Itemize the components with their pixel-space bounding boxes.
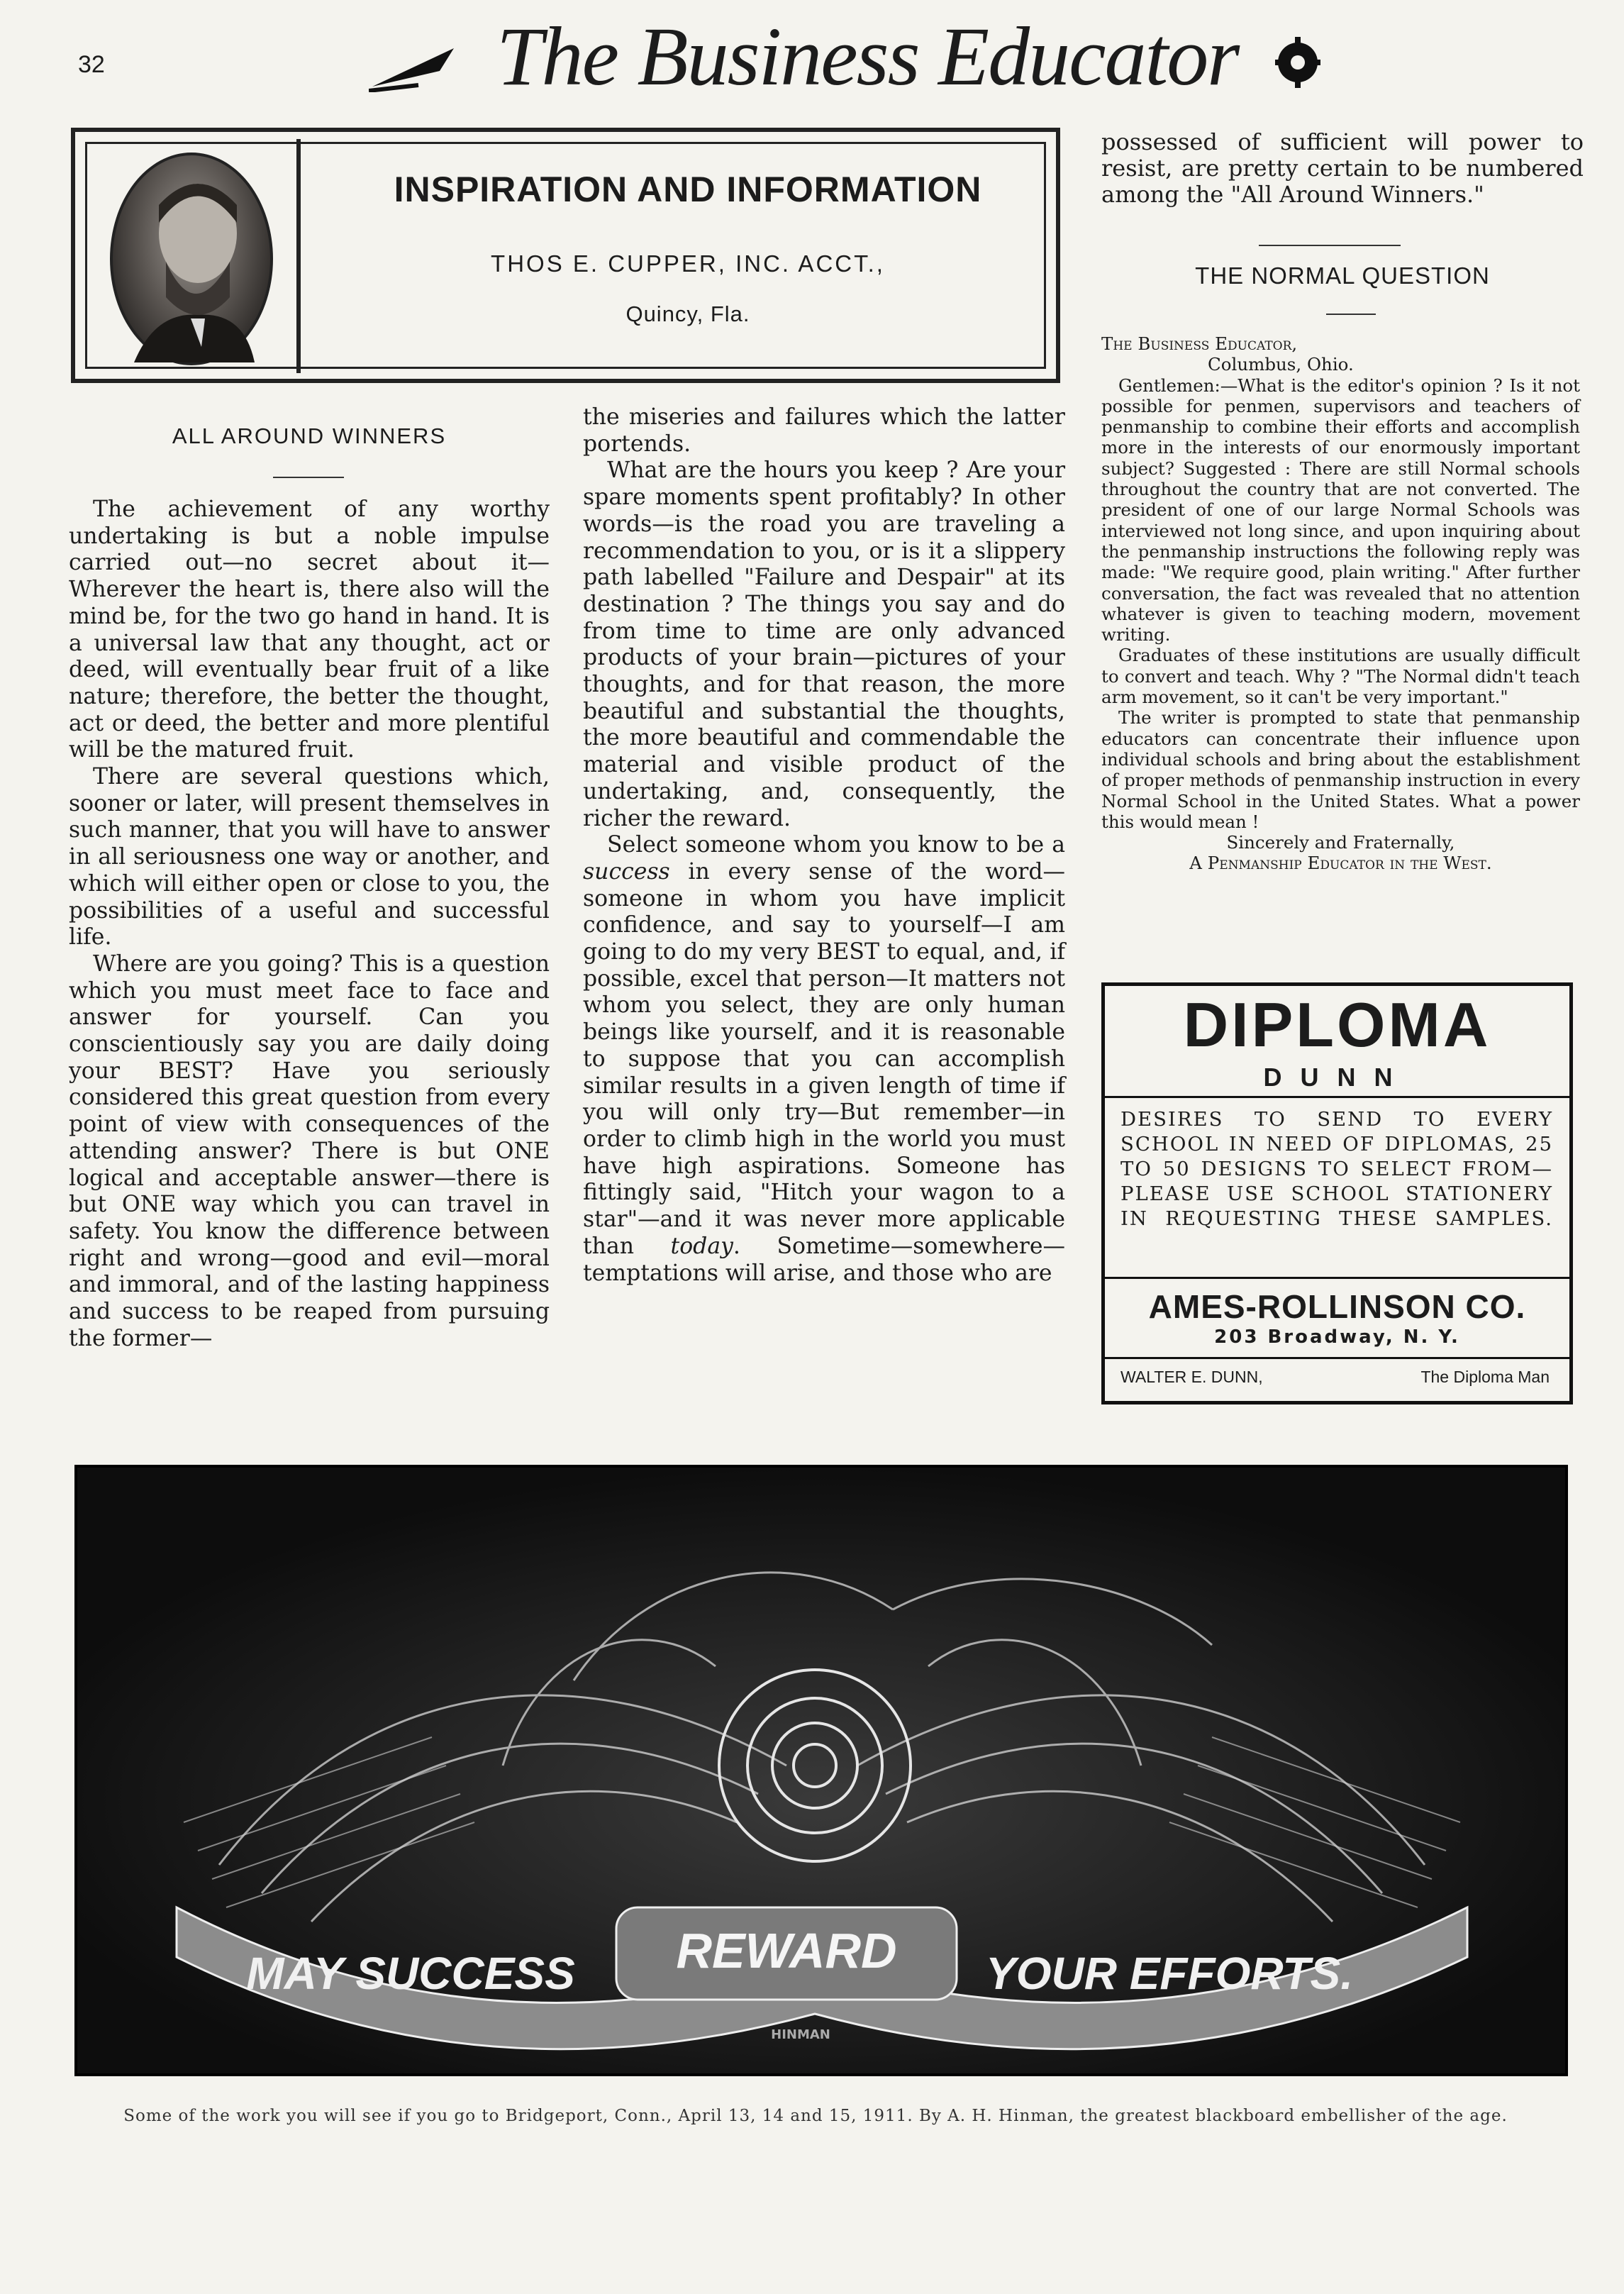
ribbon-text-1: MAY SUCCESS bbox=[246, 1948, 575, 1999]
article-paragraph: There are several questions which, sooner or later, will present themselves in such manner, that you will have to answer in all seriousness one way or another, and which will either open or close to you, the possibilities of a useful and successful life. bbox=[69, 764, 550, 951]
ad-title: DIPLOMA bbox=[1183, 990, 1491, 1060]
letter-paragraph: Gentlemen:—What is the editor's opinion ? Is it not possible for penmen, supervisors and teachers of penmanship to combine their efforts and accomplish more in the interests of our enormously important subject? Suggested : There are still Normal schools throughout the country that are not converted. The president of one of our large Normal Schools was interviewed not long since, and upon inquiring about the penmanship instructions the following reply was made: "We require good, plain writing." After further conversation, the fact was revealed that no attention whatever is given to teaching modern, movement writing. bbox=[1101, 375, 1580, 645]
letter-address-city: Columbus, Ohio. bbox=[1208, 354, 1354, 375]
divider bbox=[1105, 1096, 1569, 1098]
ad-subtitle: DUNN bbox=[1263, 1063, 1411, 1092]
text-run: in every sense of the word—someone in whom you have implicit confidence, and say to yourself—I am going to do my very BEST to equal, and, if possible, excel that person—It matters not whom you select, they are only human beings like yourself, and it is reasonable to suppose that you can accomplish similar results in a given length of time if you will only try—But remember—in order to climb high in the world you must have high aspirations. Someone has fittingly said, "Hitch your wagon to a star"—and it was never more applicable than bbox=[583, 858, 1065, 1259]
letter-paragraph: The writer is prompted to state that penmanship educators can concentrate their influence upon individual schools and bring about the establishment of proper methods of penmanship instruction in every Normal School in the United States. What a power this would mean ! bbox=[1101, 707, 1580, 832]
ad-contact: WALTER E. DUNN, bbox=[1120, 1368, 1263, 1386]
ad-company: AMES-ROLLINSON CO. bbox=[1148, 1288, 1526, 1325]
header-title: INSPIRATION AND INFORMATION bbox=[394, 170, 982, 209]
article-paragraph: Where are you going? This is a question which you must meet face to face and answer for yourself. Can you conscientiously say you are daily doing your BEST? Have you seriously considered this great question from every point of view with consequences of the attending answer? There is but ONE logical and acceptable answer—there is but ONE way which you can travel in safety. You know the difference between right and wrong—good and evil—moral and immoral, and of the lasting happiness and success to be reaped from pursuing the former— bbox=[69, 951, 550, 1351]
article-paragraph: The achievement of any worthy undertaking is but a noble impulse carried out—no secret about it—Wherever the heart is, there also will the mind be, for the two go hand in hand. It is a universal law that any thought, act or deed, will eventually bear fruit of a like nature; therefore, the better the thought, act or deed, the better and more plentiful will be the matured fruit. bbox=[69, 497, 550, 763]
letter-closing: Sincerely and Fraternally, bbox=[1226, 832, 1455, 853]
text-run: Select someone whom you know to be a bbox=[607, 832, 1065, 858]
header-divider bbox=[296, 139, 301, 373]
divider bbox=[273, 477, 344, 478]
article-heading: ALL AROUND WINNERS bbox=[172, 423, 447, 448]
divider bbox=[1326, 314, 1376, 315]
letter bbox=[1101, 333, 1580, 874]
divider bbox=[1105, 1277, 1569, 1279]
ad-contact-title: The Diploma Man bbox=[1420, 1368, 1550, 1386]
normal-question-heading: THE NORMAL QUESTION bbox=[1195, 262, 1490, 289]
article-column-2 bbox=[583, 404, 1065, 1287]
artist-signature: HINMAN bbox=[771, 2027, 830, 2042]
article-paragraph: What are the hours you keep ? Are your spare moments spent profitably? In other words—is the road you are traveling a recommendation to you, or is it a slippery path labelled "Failure and Despair" at its destination ? The things you say and do from time to time are only advanced products of your brain—pictures of your thoughts, and for that reason, the more beautiful and substantial the thoughts, the more beautiful and commendable the material and visible product of the undertaking, and, consequently, the richer the reward. bbox=[583, 458, 1065, 831]
article-column-1 bbox=[69, 497, 550, 1353]
page-number: 32 bbox=[78, 51, 105, 78]
blackboard-embellishment bbox=[74, 1465, 1568, 2076]
emphasis: success bbox=[583, 858, 670, 885]
divider bbox=[1105, 1357, 1569, 1359]
text-run: . Sometime—somewhere—temptations will arise, and those who are bbox=[583, 1233, 1065, 1286]
letter-signature: A Penmanship Educator in the West. bbox=[1189, 853, 1492, 874]
banner-caption: Some of the work you will see if you go to Bridgeport, Conn., April 13, 14 and 15, 1911. By A. H. Hinman, the greatest blackboard embellisher of the age. bbox=[123, 2107, 1508, 2125]
article-paragraph: the miseries and failures which the latter portends. bbox=[583, 404, 1065, 457]
masthead-title: The Business Educator bbox=[496, 10, 1239, 103]
header-author: THOS E. CUPPER, INC. ACCT., bbox=[491, 250, 885, 277]
ad-body: DESIRES TO SEND TO EVERY SCHOOL IN NEED OF DIPLOMAS, 25 TO 50 DESIGNS TO SELECT FROM—PLEASE USE SCHOOL STATIONERY IN REQUESTING THESE SAMPLES. bbox=[1120, 1108, 1553, 1230]
ad-address: 203 Broadway, N. Y. bbox=[1214, 1326, 1460, 1348]
ribbon-text-2: REWARD bbox=[676, 1923, 897, 1978]
article-paragraph bbox=[583, 832, 1065, 1287]
emphasis: today bbox=[670, 1233, 733, 1259]
article-continuation: possessed of sufficient will power to resist, are pretty certain to be numbered among the "All Around Winners." bbox=[1101, 128, 1584, 208]
letter-paragraph: Graduates of these institutions are usually difficult to convert and teach. Why ? "The Normal didn't teach arm movement, so it can't be very important." bbox=[1101, 645, 1580, 708]
emblem-icon bbox=[1269, 34, 1326, 94]
header-location: Quincy, Fla. bbox=[625, 301, 750, 326]
author-portrait bbox=[110, 153, 273, 365]
ribbon-text-3: YOUR EFFORTS. bbox=[986, 1948, 1353, 1999]
quill-icon bbox=[369, 43, 461, 95]
divider bbox=[1259, 245, 1401, 246]
letter-address: The Business Educator, bbox=[1101, 333, 1298, 354]
